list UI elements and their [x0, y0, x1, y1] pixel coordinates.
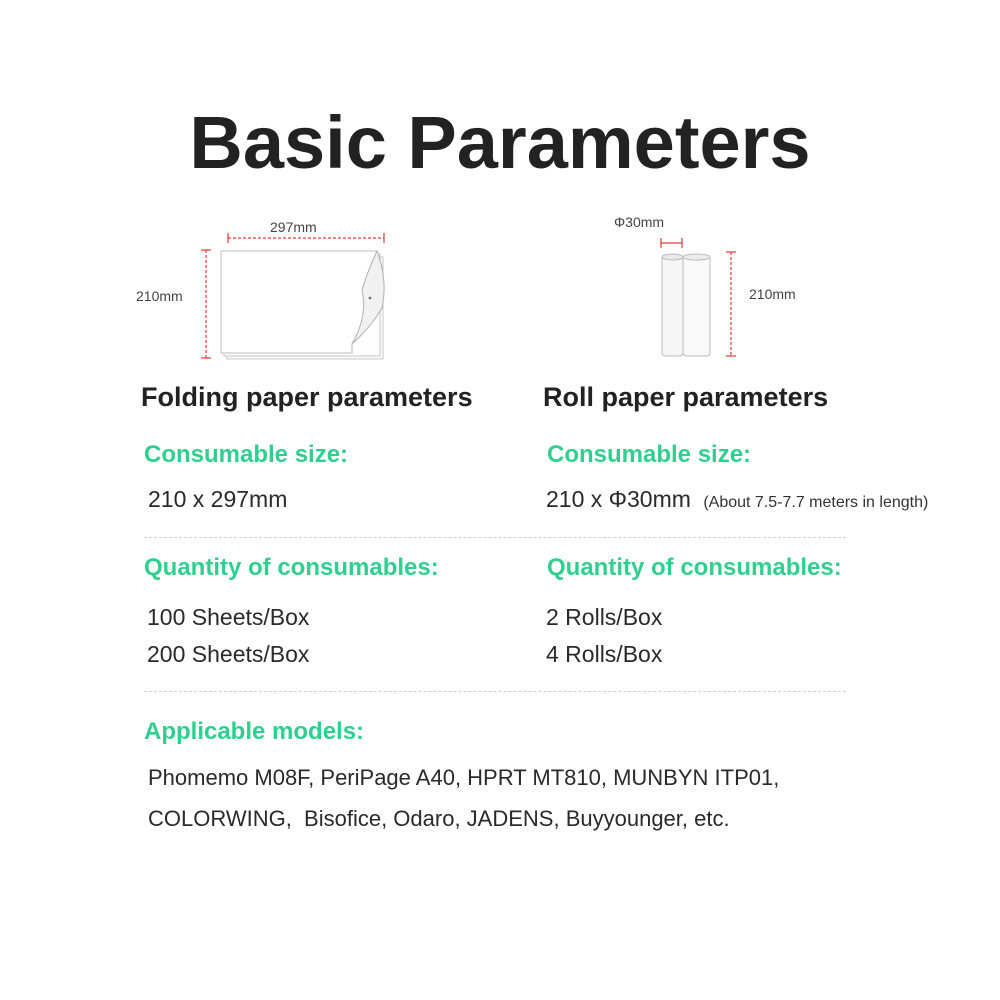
models-label: Applicable models: [144, 718, 365, 745]
folding-quantity-2: 200 Sheets/Box [147, 641, 310, 667]
roll-paper-illustration [600, 210, 840, 370]
page-title: Basic Parameters [189, 101, 811, 184]
folding-heading: Folding paper parameters [141, 382, 473, 412]
roll-quantity-1: 2 Rolls/Box [546, 604, 663, 630]
folding-paper-diagram [130, 210, 410, 370]
folding-size-value: 210 x 297mm [148, 486, 288, 512]
roll-size-note: (About 7.5-7.7 meters in length) [703, 494, 929, 511]
roll-paper-diagram [600, 210, 840, 370]
folding-size-label: Consumable size: [144, 441, 349, 468]
divider-1 [144, 537, 846, 538]
roll-height-label: 210mm [749, 286, 796, 302]
roll-size-row [546, 486, 928, 513]
roll-quantity-label: Quantity of consumables: [547, 554, 842, 581]
folding-quantity-1: 100 Sheets/Box [147, 604, 310, 630]
folding-height-label: 210mm [136, 288, 183, 304]
models-line-1: Phomemo M08F, PeriPage A40, HPRT MT810, MUNBYN ITP01, [148, 765, 780, 790]
roll-diameter-label: Φ30mm [614, 214, 665, 230]
models-list [148, 757, 779, 839]
divider-2 [144, 691, 846, 692]
roll-quantity-2: 4 Rolls/Box [546, 641, 663, 667]
roll-size-value: 210 x Φ30mm [546, 486, 691, 512]
folding-quantity-label: Quantity of consumables: [144, 554, 439, 581]
models-line-2: COLORWING, Bisofice, Odaro, JADENS, Buyyounger, etc. [148, 806, 730, 831]
folding-width-label: 297mm [270, 219, 317, 235]
roll-heading: Roll paper parameters [543, 382, 829, 412]
roll-size-label: Consumable size: [547, 441, 752, 468]
folding-paper-illustration [130, 210, 410, 370]
